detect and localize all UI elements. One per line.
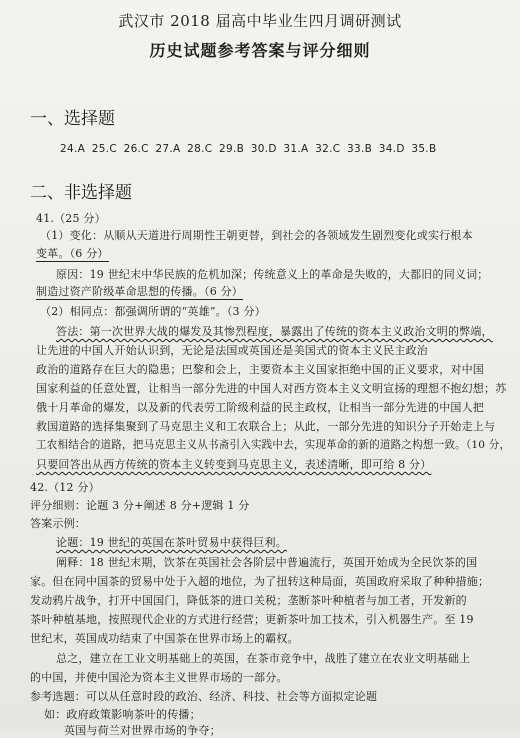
q42-line-11: 参考选题：可以从任意时段的政治、经济、科技、社会等方面拟定论题 <box>30 690 378 703</box>
q41-line-11: 救国道路的选择集聚到了马克思主义和工农联合上；从此，一部分先进的知识分子开始走上与 <box>36 420 496 433</box>
q41-line-9: 国家利益的任意处置，让相当一部分先进的中国人对西方资本主义文明宣扬的理想不抱幻想；苏 <box>36 382 507 395</box>
q41-line-8: 政治的道路存在巨大的隐患；巴黎和会上，主要资本主义国家拒绝中国的正义要求，对中国 <box>36 363 484 376</box>
document-subtitle: 历史试题参考答案与评分细则 <box>149 41 371 60</box>
q42-line-1: 评分细则：论题 3 分+阐述 8 分+逻辑 1 分 <box>30 499 250 512</box>
q41-line-12: 工农相结合的道路，把马克思主义从书斋引入实践中去，实现革命的新的道路之构想一致。（10 分， <box>36 439 511 451</box>
q42-line-6: 发动鸦片战争，打开中国国门，降低茶的进口关税；垄断茶叶种植者与加工者，开发新的 <box>30 594 467 607</box>
q42-line-4: 阐释：18 世纪末期，饮茶在英国社会各阶层中普遍流行，英国开始成为全民饮茶的国 <box>56 556 478 569</box>
q42-line-8: 世纪末，英国成功结束了中国茶在世界市场上的霸权。 <box>30 632 299 645</box>
q42-line-7: 茶叶种植基地，按照现代企业的方式进行经营；更新茶叶加工技术，引入机器生产。至 19 <box>30 613 474 626</box>
q41-line-7: 让先进的中国人开始认识到，无论是法国或英国还是美国式的资本主义民主政治 <box>36 344 428 357</box>
q42-line-12: 如：政府政策影响茶叶的传播； <box>44 708 201 721</box>
section-heading-choice: 一、选择题 <box>30 109 115 129</box>
q41-line-4: 制造过资产阶级革命思想的传播。（6 分） <box>36 285 243 298</box>
section-heading-nonchoice: 二、非选择题 <box>30 183 132 203</box>
q42-line-10: 的中国，并使中国沦为资本主义世界市场的一部分。 <box>30 671 288 684</box>
q42-line-13: 英国与荷兰对世界市场的争夺； <box>64 724 221 737</box>
q41-line-6: 答法：第一次世界大战的爆发及其惨烈程度，暴露出了传统的资本主义政治文明的弊端， <box>56 325 493 338</box>
q42-line-3: 论题：19 世纪的英国在茶叶贸易中获得巨利。 <box>56 536 287 549</box>
q42-line-2: 答案示例： <box>30 517 86 530</box>
q41-line-13: 只要回答出从西方传统的资本主义转变到马克思主义，表述清晰，即可给 8 分） <box>36 458 432 471</box>
q42-line-9: 总之，建立在工业文明基础上的英国，在茶市竞争中，战胜了建立在农业文明基础上 <box>56 652 471 665</box>
q42-heading: 42.（12 分） <box>30 481 100 494</box>
q41-line-5: （2）相同点：都强调所谓的“英雄”。（3 分） <box>40 305 266 318</box>
document-title: 武汉市 2018 届高中毕业生四月调研测试 <box>118 12 402 30</box>
q41-line-3: 原因：19 世纪末中华民族的危机加深；传统意义上的革命是失败的，大都旧的同义词； <box>56 268 489 281</box>
q41-line-10: 俄十月革命的爆发，以及新的代表劳工阶级利益的民主政权，让相当一部分先进的中国人把 <box>36 401 484 414</box>
q42-line-5: 家。但在同中国茶的贸易中处于入超的地位，为了扭转这种局面，英国政府采取了种种措施； <box>30 575 490 588</box>
q41-line-2: 变革。（6 分） <box>36 247 109 260</box>
choice-answer-key: 24.A 25.C 26.C 27.A 28.C 29.B 30.D 31.A 32.C 33.B 34.D 35.B <box>60 143 437 155</box>
q41-heading: 41.（25 分） <box>36 212 106 225</box>
q41-line-1: （1）变化：从顺从天道进行周期性王朝更替，到社会的各领域发生剧烈变化或实行根本 <box>40 229 473 242</box>
